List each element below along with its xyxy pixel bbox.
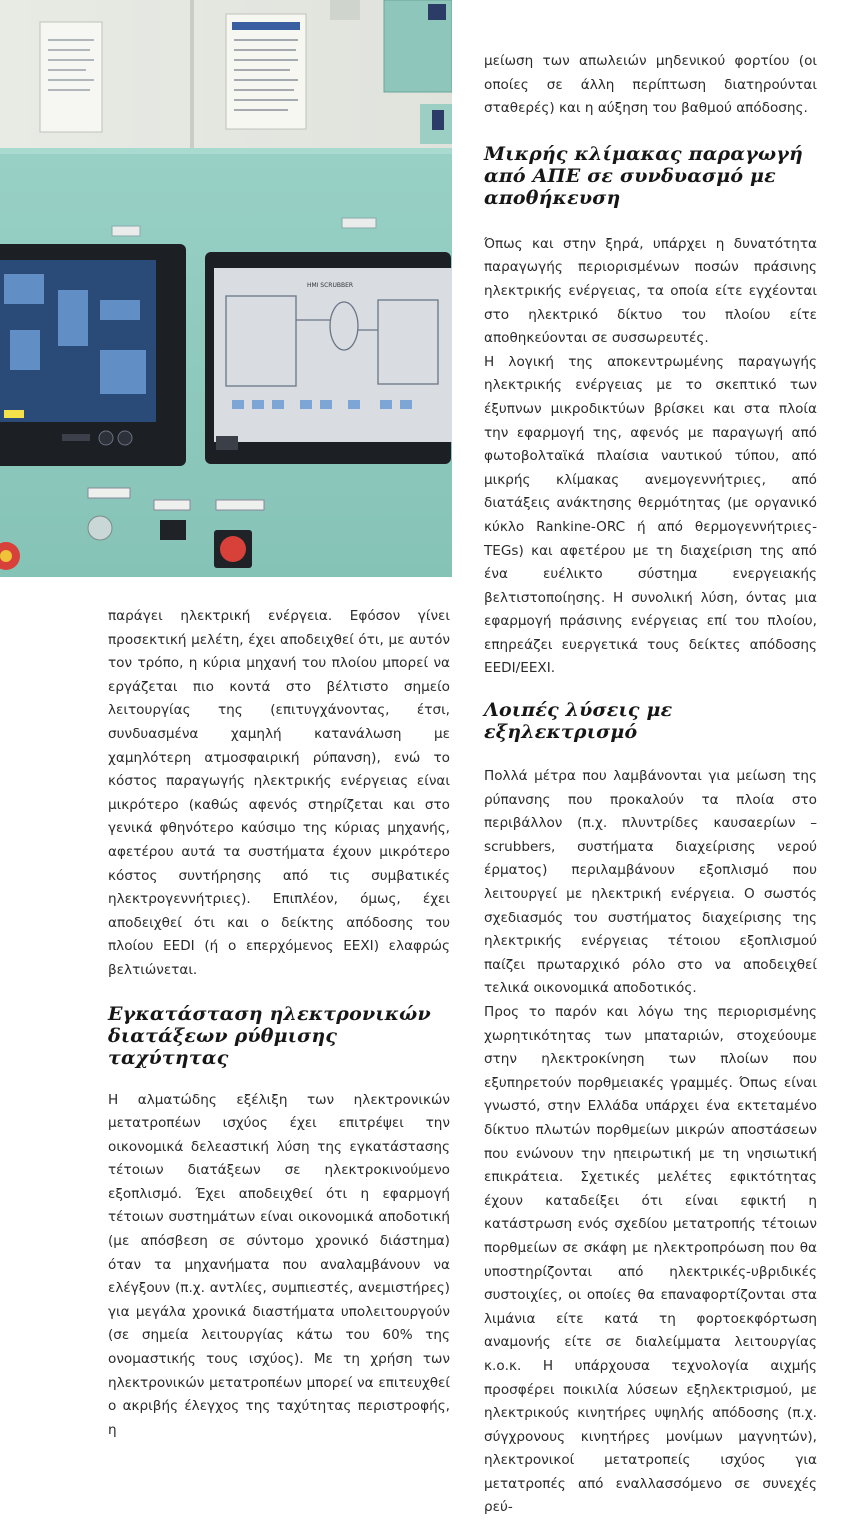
right-paragraph-2: Η λογική της αποκεντρωμένης παραγωγής ηλεκτρικής ενέργειας με το σκεπτικό των έξυπνων μικροδικτύων βρίσκει και στα πλοία την εφαρμογή της, αφενός με παραγωγή από φωτοβολταϊκά πλαίσια ναυτικού τύπου, από μικρής κλίμακας ανεμογεννήτριες, από διατάξεις ανάκτησης θερμότητας (με οργανικό κύκλο Rankine-ORC ή από θερμογεννήτριες-TEGs) και αφετέρου με τη διαχείριση της από ένα ευέλικτο σύστημα ενεργειακής βελτιστοποίησης. Η συνολική λύση, όντας μια εφαρμογή πράσινης ενέργειας επί του πλοίου, επηρεάζει ευεργετικά τους δείκτες απόδοσης EEDI/EEXI.: [484, 353, 817, 677]
right-paragraph-4: Προς το παρόν και λόγω της περιορισμένης χωρητικότητας των μπαταριών, στοχεύουμε στην ηλεκτροκίνηση των πλοίων που εξυπηρετούν πορθμειακές γραμμές. Όπως είναι γνωστό, στην Ελλάδα υπάρχει ένα εκτεταμένο δίκτυο πλωτών πορθμείων μικρών αποστάσεων που ενώνουν την ηπειρωτική με τη νησιωτική επικράτεια. Σχετικές μελέτες εφικτότητας έχουν καταδείξει ότι είναι εφικτή η κατάστρωση ενός σχεδίου μετατροπής τέτοιων πορθμείων σε σκάφη με ηλεκτροπρόωση που θα υποστηρίζονται από ηλεκτρικές-υβριδικές συστοιχίες, οι οποίες θα επαναφορτίζονται στα λιμάνια είτε κατά τη φορτοεκφόρτωση αναμονής είτε σε διαλείμματα λειτουργίας κ.ο.κ. Η υπάρχουσα τεχνολογία αιχμής προσφέρει ποικιλία λύσεων εξηλεκτρισμού, με ηλεκτρικούς κινητήρες υψηλής απόδοσης (π.χ. σύγχρονους κινητήρες μονίμων μαγνητών), ηλεκτρονικοί μετατροπείς ισχύος για μετατροπές από εναλλασσόμενο σε συνεχές ρεύ-: [484, 1004, 817, 1516]
right-paragraph-3: Πολλά μέτρα που λαμβάνονται για μείωση της ρύπανσης που προκαλούν τα πλοία στο περιβάλλον (π.χ. πλυντρίδες καυσαερίων – scrubbers, συστήματα διαχείρισης νερού έρματος) περιλαμβάνουν εξοπλισμό που λειτουργεί με ηλεκτρική ενέργεια. Ο σωστός σχεδιασμός του συστήματος διαχείρισης της ηλεκτρικής ενέργειας τέτοιου εξοπλισμού παίζει πρωταρχικό ρόλο στο να αποδειχθεί τελικά οικονομικά αποδοτικός.: [484, 768, 817, 997]
right-paragraph-1: Όπως και στην ξηρά, υπάρχει η δυνατότητα παραγωγής περιορισμένων ποσών πράσινης ηλεκτρικής ενέργειας, τα οποία είτε εγχέονται στο ηλεκτρικό δίκτυο του πλοίου είτε αποθηκεύονται σε συσσωρευτές.: [484, 235, 817, 347]
section-heading-electrification: Λοιπές λύσεις με εξηλεκτρισμό: [484, 699, 673, 744]
ship-control-console-photo: [0, 0, 452, 577]
left-column: [108, 605, 450, 1442]
console-illustration: [0, 0, 452, 577]
section-heading-speed-drives: Εγκατάσταση ηλεκτρονικών διατάξεων ρύθμισης ταχύτητας: [108, 1002, 431, 1069]
right-column: [484, 50, 817, 1520]
left-paragraph-1: παράγει ηλεκτρική ενέργεια. Εφόσον γίνει προσεκτική μελέτη, έχει αποδειχθεί ότι, με αυτόν τον τρόπο, η κύρια μηχανή του πλοίου μπορεί να εργάζεται πιο κοντά στο βέλτιστο σημείο λειτουργίας της (επιτυγχάνοντας, έτσι, συνδυασμένα χαμηλή κατανάλωση με χαμηλότερη ατμοσφαιρική ρύπανση), ενώ το κόστος παραγωγής ηλεκτρικής ενέργειας είναι μικρότερο (καθώς αφενός στηρίζεται και στο γενικά φθηνότερο καύσιμο της κύριας μηχανής, αφετέρου αυτά τα συστήματα έχουν μικρότερο κόστος συντήρησης από τις συμβατικές ηλεκτρογεννήτριες). Επιπλέον, όμως, έχει αποδειχθεί ότι και ο δείκτης απόδοσης του πλοίου EEDI (ή ο επερχόμενος EEXI) ελαφρώς βελτιώνεται.: [108, 608, 450, 978]
screen-label: HMI SCRUBBER: [306, 282, 354, 289]
left-paragraph-2: Η αλματώδης εξέλιξη των ηλεκτρονικών μετατροπέων ισχύος έχει επιτρέψει την οικονομικά δελεαστική λύση της εγκατάστασης τέτοιων διατάξεων σε ηλεκτροκινούμενο εξοπλισμό. Έχει αποδειχθεί ότι η εφαρμογή τέτοιων συστημάτων είναι οικονομικά αποδοτική (με απόσβεση σε σύντομο χρονικό διάστημα) όταν τα μηχανήματα που αναλαμβάνουν να ελέγξουν (π.χ. αντλίες, συμπιεστές, ανεμιστήρες) για μεγάλα χρονικά διαστήματα υπολειτουργούν (σε σημεία λειτουργίας κάτω του 60% της ονομαστικής τους ισχύος). Με τη χρήση των ηλεκτρονικών μετατροπέων μπορεί να επιτευχθεί ο ακριβής έλεγχος της ταχύτητας περιστροφής, η: [108, 1091, 450, 1438]
section-heading-renewables: Μικρής κλίμακας παραγωγή από ΑΠΕ σε συνδυασμό με αποθήκευση: [484, 142, 804, 209]
right-intro-paragraph: μείωση των απωλειών μηδενικού φορτίου (οι οποίες σε άλλη περίπτωση διατηρούνται σταθερές) και η αύξηση του βαθμού απόδοσης.: [484, 53, 817, 117]
